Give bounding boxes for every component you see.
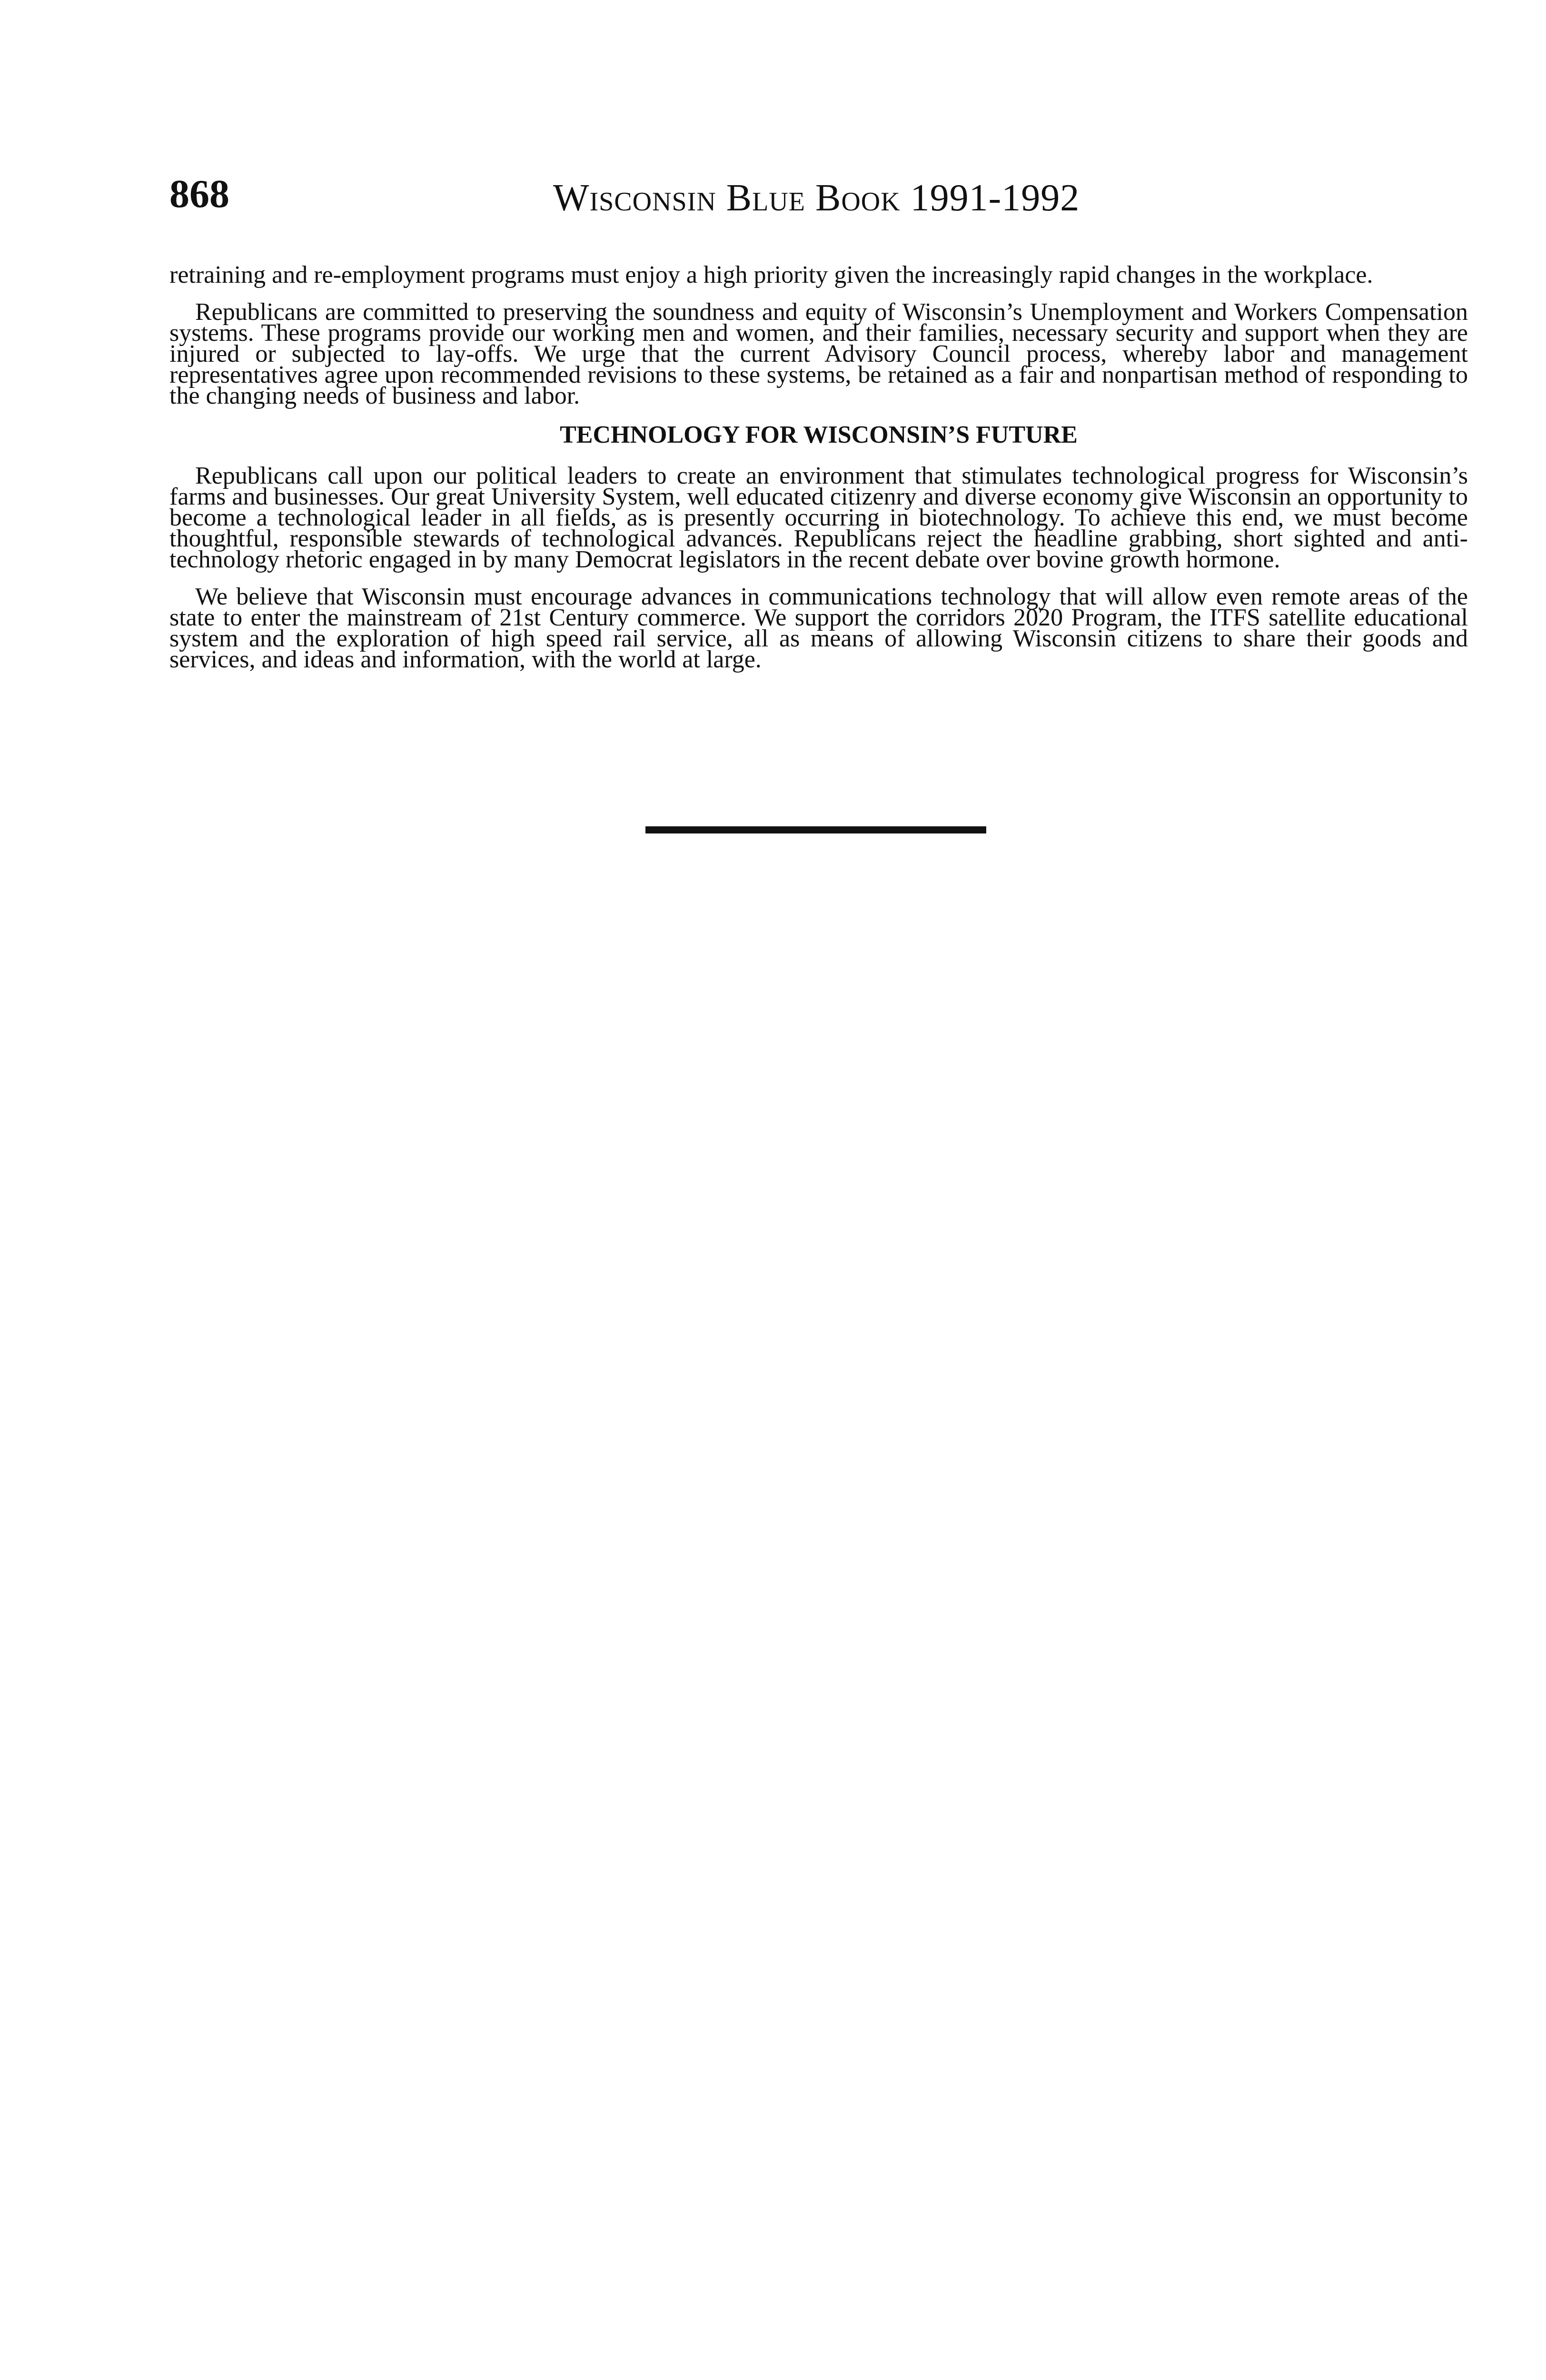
section-heading: TECHNOLOGY FOR WISCONSIN’S FUTURE (560, 421, 1078, 448)
paragraph-communications-technology: We believe that Wisconsin must encourage advances in communications technology that will allow even remote areas of the state to enter the mainstream of 21st Century commerce. We support the corridors 2020 Program, the ITFS satellite educational system and the exploration of high speed rail service, all as means of allowing Wisconsin citizens to share their goods and services, and ideas and information, with the world at large. (169, 583, 1468, 673)
paragraph-workplace-continuation: retraining and re-employment programs must enjoy a high priority given the increasingly rapid changes in the workplace. (169, 261, 1373, 288)
page-number: 868 (169, 172, 229, 216)
section-end-rule (645, 826, 986, 833)
paragraph-unemployment-compensation: Republicans are committed to preserving the soundness and equity of Wisconsin’s Unemployment and Workers Compensation systems. These programs provide our working men and women, and their families, necessary security and support when they are injured or subjected to lay-offs. We urge that the current Advisory Council process, whereby labor and management representatives agree upon recommended revisions to these systems, be retained as a fair and nonpartisan method of responding to the changing needs of business and labor. (169, 298, 1468, 409)
body-text (169, 261, 1468, 686)
paragraph-technological-progress: Republicans call upon our political leaders to create an environment that stimulates technological progress for Wisconsin’s farms and businesses. Our great University System, well educated citizenry and diverse economy give Wisconsin an opportunity to become a technological leader in all fields, as is presently occurring in biotechnology. To achieve this end, we must become thoughtful, responsible stewards of technological advances. Republicans reject the headline grabbing, short sighted and anti-technology rhetoric engaged in by many Democrat legislators in the recent debate over bovine growth hormone. (169, 462, 1468, 573)
running-head: Wisconsin Blue Book 1991-1992 (553, 177, 1080, 219)
